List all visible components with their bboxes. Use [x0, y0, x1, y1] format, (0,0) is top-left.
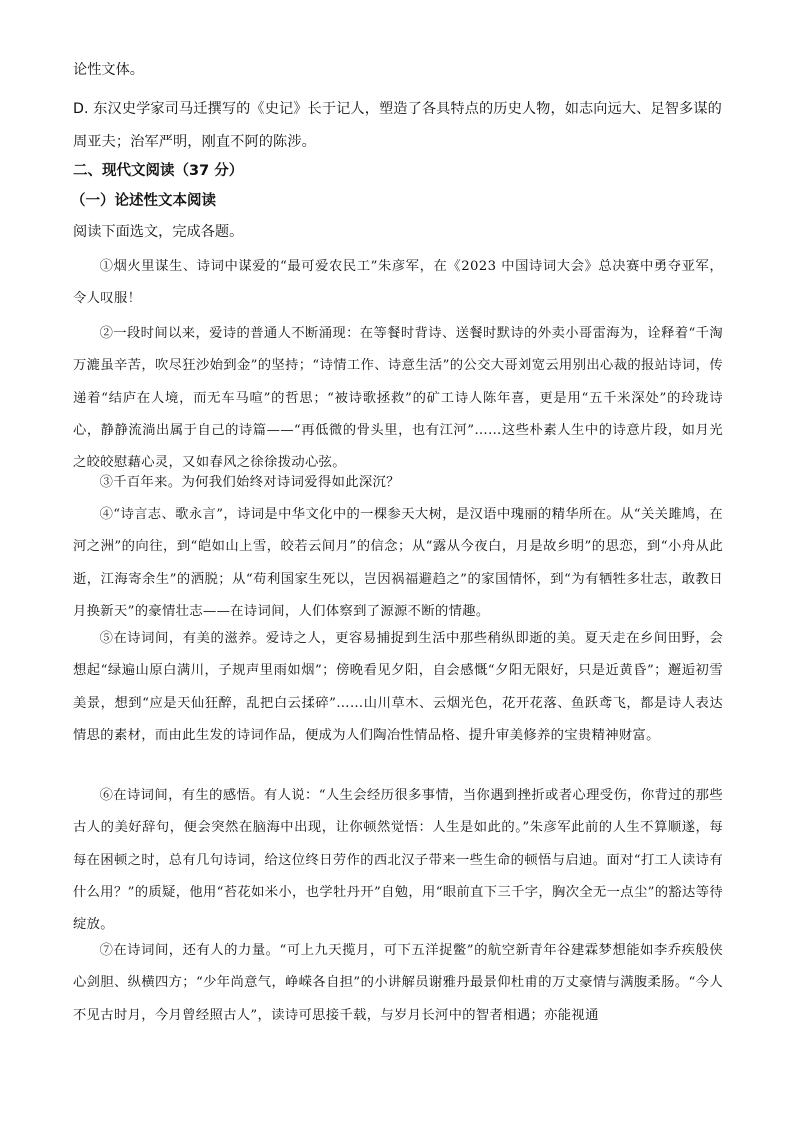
paragraph-6: ⑥在诗词间，有生的感悟。有人说：“人生会经历很多事情，当你遇到挫折或者心理受伤，你背过的那些古人的美好辞句，便会突然在脑海中出现，让你顿然觉悟：人生是如此的。”朱彦军此前的人生不算顺遂，每每在困顿之时，总有几句诗词，给这位终日劳作的西北汉子带来一些生命的顿悟与启迪。面对“打工人读诗有什么用？”的质疑，他用“苔花如米小，也学牡丹开”自勉，用“眼前直下三千字，胸次全无一点尘”的豁达等待绽放。: [73, 788, 723, 933]
previous-option-ending: 论性文体。: [73, 62, 144, 78]
paragraph-7: ⑦在诗词间，还有人的力量。“可上九天揽月，可下五洋捉鳖”的航空新青年谷建霖梦想能如李乔疾般侠心剑胆、纵横四方；“少年尚意气，峥嵘各自担”的小讲解员谢雅丹最景仰杜甫的万丈豪情与满腹柔肠。“今人不见古时月，今月曾经照古人”，读诗可思接千载，与岁月长河中的智者相遇；亦能视通: [73, 943, 723, 1023]
reading-instruction: 阅读下面选文，完成各题。: [73, 224, 244, 240]
paragraph-1: ①烟火里谋生、诗词中谋爱的“最可爱农民工”朱彦军，在《2023 中国诗词大会》总决赛中勇夺亚军，令人叹服！: [73, 259, 723, 307]
paragraph-4: ④“诗言志、歌永言”，诗词是中华文化中的一棵参天大树，是汉语中瑰丽的精华所在。从“关关雎鸠，在河之洲”的向往，到“皑如山上雪，皎若云间月”的信念；从“露从今夜白，月是故乡明”的思恋，到“小舟从此逝，江海寄余生”的洒脱；从“苟利国家生死以，岂因祸福避趋之”的家国情怀，到“为有牺牲多壮志，敢教日月换新天”的豪情壮志——在诗词间，人们体察到了源源不断的情趣。: [73, 507, 723, 619]
paragraph-2: ②一段时间以来，爱诗的普通人不断涌现：在等餐时背诗、送餐时默诗的外卖小哥雷海为，诠释着“千淘万漉虽辛苦，吹尽狂沙始到金”的坚持；“诗情工作、诗意生活”的公交大哥刘宽云用别出心裁的报站诗词，传递着“结庐在人境，而无车马喧”的哲思；“被诗歌拯救”的矿工诗人陈年喜，更是用“五千米深处”的玲珑诗心，静静流淌出属于自己的诗篇——“再低微的骨头里，也有江河”……这些朴素人生中的诗意片段，如月光之皎皎慰藉心灵，又如春风之徐徐拨动心弦。: [73, 326, 723, 471]
paragraph-5: ⑤在诗词间，有美的滋养。爱诗之人，更容易捕捉到生活中那些稍纵即逝的美。夏天走在乡间田野，会想起“绿遍山原白满川，子规声里雨如烟”；傍晚看见夕阳，自会感慨“夕阳无限好，只是近黄昏”；邂逅初雪美景，想到“应是天仙狂醉，乱把白云揉碎”……山川草木、云烟光色，花开花落、鱼跃鸢飞，都是诗人表达情思的素材，而由此生发的诗词作品，便成为人们陶冶性情品格、提升审美修养的宝贵精神财富。: [73, 631, 723, 743]
subsection-title: （一）论述性文本阅读: [71, 193, 216, 209]
paragraph-3: ③千百年来。为何我们始终对诗词爱得如此深沉？: [99, 475, 400, 490]
option-d: D. 东汉史学家司马迁撰写的《史记》长于记人，塑造了各具特点的历史人物，如志向远大、足智多谋的周亚夫；治军严明，刚直不阿的陈涉。: [73, 101, 722, 150]
section-title: 二、现代文阅读（37 分）: [73, 163, 244, 179]
